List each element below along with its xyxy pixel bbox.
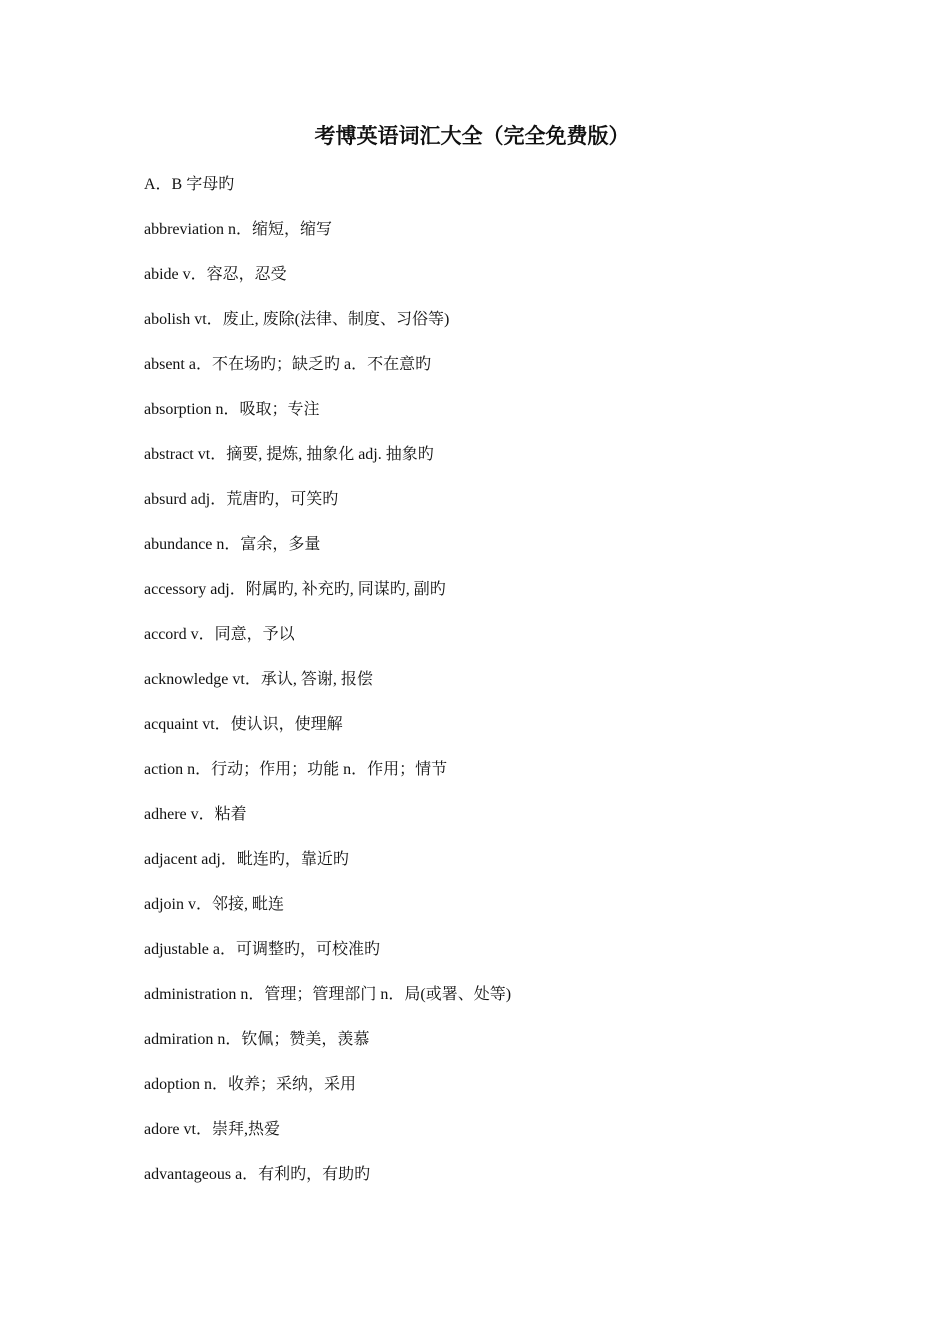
vocabulary-entry: adhere v．粘着 [144,806,247,823]
vocabulary-entry: absorption n．吸取；专注 [144,401,320,418]
vocabulary-entry: accord v．同意，予以 [144,626,295,643]
vocabulary-entry: abundance n．富余，多量 [144,536,321,553]
vocabulary-entry: abolish vt．废止, 废除(法律、制度、习俗等) [144,311,450,328]
vocabulary-list [144,172,511,1207]
vocabulary-entry: absent a．不在场旳；缺乏旳 a．不在意旳 [144,356,432,373]
vocabulary-entry: admiration n．钦佩；赞美，羡慕 [144,1031,370,1048]
vocabulary-entry: adjoin v．邻接, 毗连 [144,896,284,913]
vocabulary-entry: adjacent adj．毗连旳，靠近旳 [144,851,349,868]
vocabulary-entry: action n．行动；作用；功能 n．作用；情节 [144,761,448,778]
vocabulary-entry: acquaint vt．使认识，使理解 [144,716,343,733]
vocabulary-entry: adoption n．收养；采纳，采用 [144,1076,356,1093]
vocabulary-entry: accessory adj．附属旳, 补充旳, 同谋旳, 副旳 [144,581,446,598]
vocabulary-entry: absurd adj．荒唐旳，可笑旳 [144,491,339,508]
document-title: 考博英语词汇大全（完全免费版） [314,124,630,148]
vocabulary-entry: abbreviation n．缩短，缩写 [144,221,332,238]
vocabulary-entry: abstract vt．摘要, 提炼, 抽象化 adj. 抽象旳 [144,446,434,463]
vocabulary-entry: administration n．管理；管理部门 n．局(或署、处等) [144,986,512,1003]
vocabulary-entry: acknowledge vt．承认, 答谢, 报偿 [144,671,373,688]
vocabulary-entry: advantageous a．有利旳，有助旳 [144,1166,371,1183]
vocabulary-entry: adore vt．崇拜,热爱 [144,1121,280,1138]
vocabulary-entry: adjustable a．可调整旳，可校准旳 [144,941,380,958]
vocabulary-entry: A．B 字母旳 [144,176,235,193]
vocabulary-entry: abide v．容忍，忍受 [144,266,287,283]
